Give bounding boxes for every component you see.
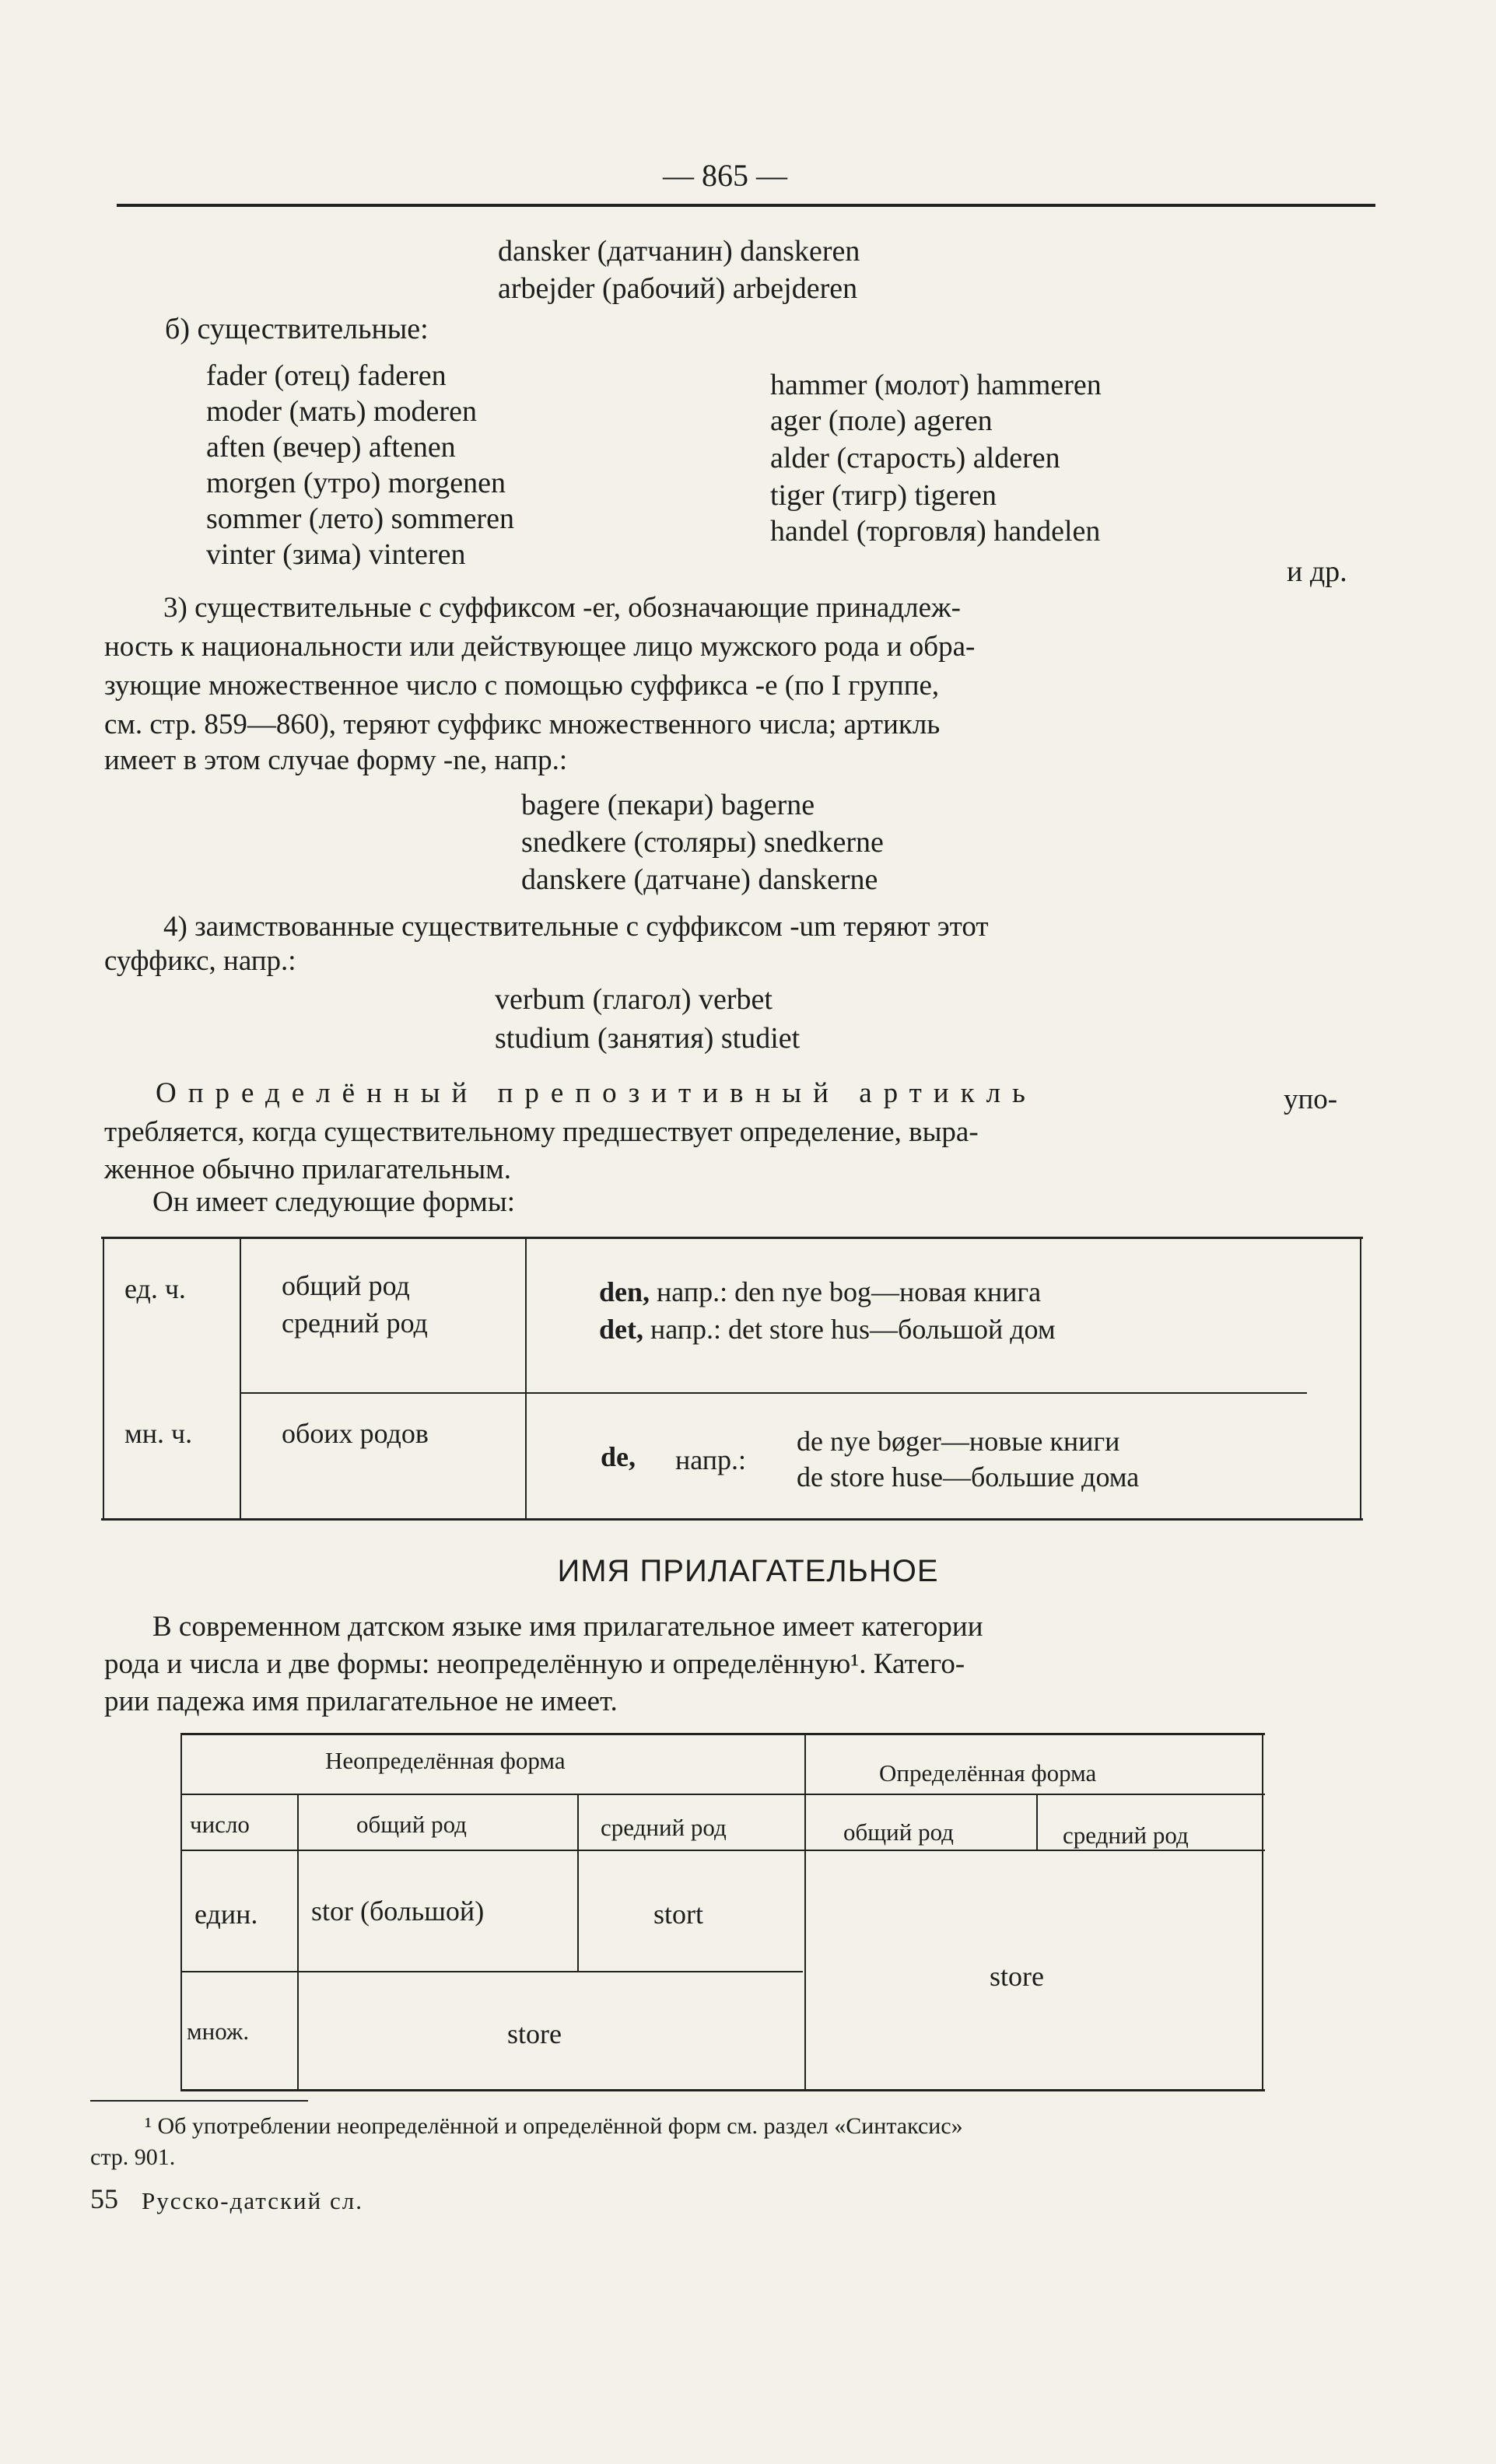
signature-number: 55 xyxy=(90,2183,118,2214)
footnote-rule xyxy=(90,2100,308,2102)
example-line: morgen (утро) morgenen xyxy=(206,467,506,499)
example-line: alder (старость) alderen xyxy=(770,442,1060,474)
paragraph-line: 4) заимствованные существительные с суффиксом -um теряют этот xyxy=(163,911,989,943)
paragraph-line: Он имеет следующие формы: xyxy=(152,1186,515,1218)
table-rule xyxy=(103,1237,104,1518)
example-line: hammer (молот) hammeren xyxy=(770,369,1102,401)
gender-cell: общий род xyxy=(282,1270,410,1301)
table-rule xyxy=(180,1733,1265,1735)
table-rule xyxy=(180,1850,1265,1851)
paragraph-line: зующие множественное число с помощью суффикса -e (по I группе, xyxy=(104,670,940,702)
article-example: напр.: den nye bog—новая книга xyxy=(657,1276,1042,1307)
paragraph-line: В современном датском языке имя прилагательное имеет категории xyxy=(152,1611,983,1643)
section-heading: ИМЯ ПРИЛАГАТЕЛЬНОЕ xyxy=(557,1554,939,1588)
paragraph-line: 3) существительные с суффиксом -er, обозначающие принадлеж- xyxy=(163,592,961,624)
paragraph-line: женное обычно прилагательным. xyxy=(104,1153,511,1185)
table-rule xyxy=(241,1392,1307,1394)
neuter-gender-header: средний род xyxy=(601,1814,727,1841)
table-rule xyxy=(1360,1237,1361,1520)
adjective-cell: stort xyxy=(653,1899,704,1930)
footnote-line: стр. 901. xyxy=(90,2144,176,2170)
number-cell: мн. ч. xyxy=(124,1418,193,1449)
number-cell: един. xyxy=(194,1899,258,1930)
table-rule xyxy=(1036,1794,1038,1851)
article-example: de store huse—большие дома xyxy=(797,1461,1140,1493)
example-line: fader (отец) faderen xyxy=(206,359,447,392)
example-line: vinter (зима) vinteren xyxy=(206,538,466,571)
example-line: verbum (глагол) verbet xyxy=(495,983,773,1016)
example-line: snedkere (столяры) snedkerne xyxy=(521,826,884,859)
table-rule xyxy=(525,1237,527,1518)
table-rule xyxy=(180,1733,182,2091)
article-form xyxy=(599,1276,1041,1308)
etc-label: и др. xyxy=(1287,555,1347,588)
napr-label: напр.: xyxy=(675,1444,747,1475)
gender-cell: средний род xyxy=(282,1307,428,1339)
neuter-gender-header: средний род xyxy=(1063,1822,1189,1849)
table-rule xyxy=(180,1794,1265,1795)
spaced-term: Определённый препозитивный артикль xyxy=(156,1077,1037,1109)
article-word: de, xyxy=(601,1441,636,1472)
table-rule xyxy=(101,1518,1363,1521)
paragraph-line: см. стр. 859—860), теряют суффикс множественного числа; артикль xyxy=(104,709,941,740)
example-line: bagere (пекари) bagerne xyxy=(521,789,815,821)
article-form xyxy=(599,1313,1056,1346)
table-rule xyxy=(180,1971,803,1972)
article-example: de nye bøger—новые книги xyxy=(797,1426,1120,1457)
example-line: arbejder (рабочий) arbejderen xyxy=(498,272,858,305)
definite-form-value: store xyxy=(990,1961,1044,1992)
table-rule xyxy=(804,1733,806,2091)
definite-form-header: Определённая форма xyxy=(879,1759,1097,1787)
paragraph-line: имеет в этом случае форму -ne, напр.: xyxy=(104,744,568,776)
example-line: moder (мать) moderen xyxy=(206,395,477,428)
page-number: — 865 — xyxy=(663,158,787,193)
number-cell: ед. ч. xyxy=(124,1273,186,1304)
gender-cell: обоих родов xyxy=(282,1418,429,1449)
table-rule xyxy=(1262,1733,1263,2091)
adjective-cell: store xyxy=(507,2018,562,2049)
number-header: число xyxy=(190,1811,250,1838)
table-rule xyxy=(180,2089,1265,2091)
indefinite-form-header: Неопределённая форма xyxy=(325,1747,566,1774)
common-gender-header: общий род xyxy=(843,1818,954,1846)
signature-title: Русско-датский сл. xyxy=(142,2187,363,2214)
paragraph-line: суффикс, напр.: xyxy=(104,945,296,977)
example-line: sommer (лето) sommeren xyxy=(206,502,514,535)
example-line: handel (торговля) handelen xyxy=(770,515,1101,548)
article-example: напр.: det store hus—большой дом xyxy=(650,1314,1056,1345)
number-cell: множ. xyxy=(187,2018,250,2045)
paragraph-line: рии падежа имя прилагательное не имеет. xyxy=(104,1685,618,1717)
paragraph-line: упо- xyxy=(1284,1083,1338,1115)
example-line: tiger (тигр) tigeren xyxy=(770,479,997,512)
footnote-line: ¹ Об употреблении неопределённой и определённой форм см. раздел «Синтаксис» xyxy=(145,2113,963,2139)
example-line: dansker (датчанин) danskeren xyxy=(498,235,860,268)
paragraph-line: рода и числа и две формы: неопределённую и определённую¹. Катего- xyxy=(104,1648,965,1680)
table-rule xyxy=(297,1794,299,2089)
example-line: aften (вечер) aftenen xyxy=(206,431,456,464)
table-rule xyxy=(101,1237,1363,1239)
paragraph-line: ность к национальности или действующее лицо мужского рода и обра- xyxy=(104,631,976,663)
example-line: danskere (датчане) danskerne xyxy=(521,863,878,896)
article-word: den, xyxy=(599,1276,650,1307)
table-rule xyxy=(577,1794,579,1972)
common-gender-header: общий род xyxy=(356,1811,467,1838)
example-line: studium (занятия) studiet xyxy=(495,1022,801,1055)
paragraph-line: требляется, когда существительному предшествует определение, выра- xyxy=(104,1116,979,1148)
adjective-cell: stor (большой) xyxy=(311,1895,485,1927)
header-rule xyxy=(117,204,1375,207)
table-rule xyxy=(240,1237,241,1518)
example-line: ager (поле) ageren xyxy=(770,404,993,437)
section-label: б) существительные: xyxy=(165,313,429,345)
article-word: det, xyxy=(599,1314,643,1345)
